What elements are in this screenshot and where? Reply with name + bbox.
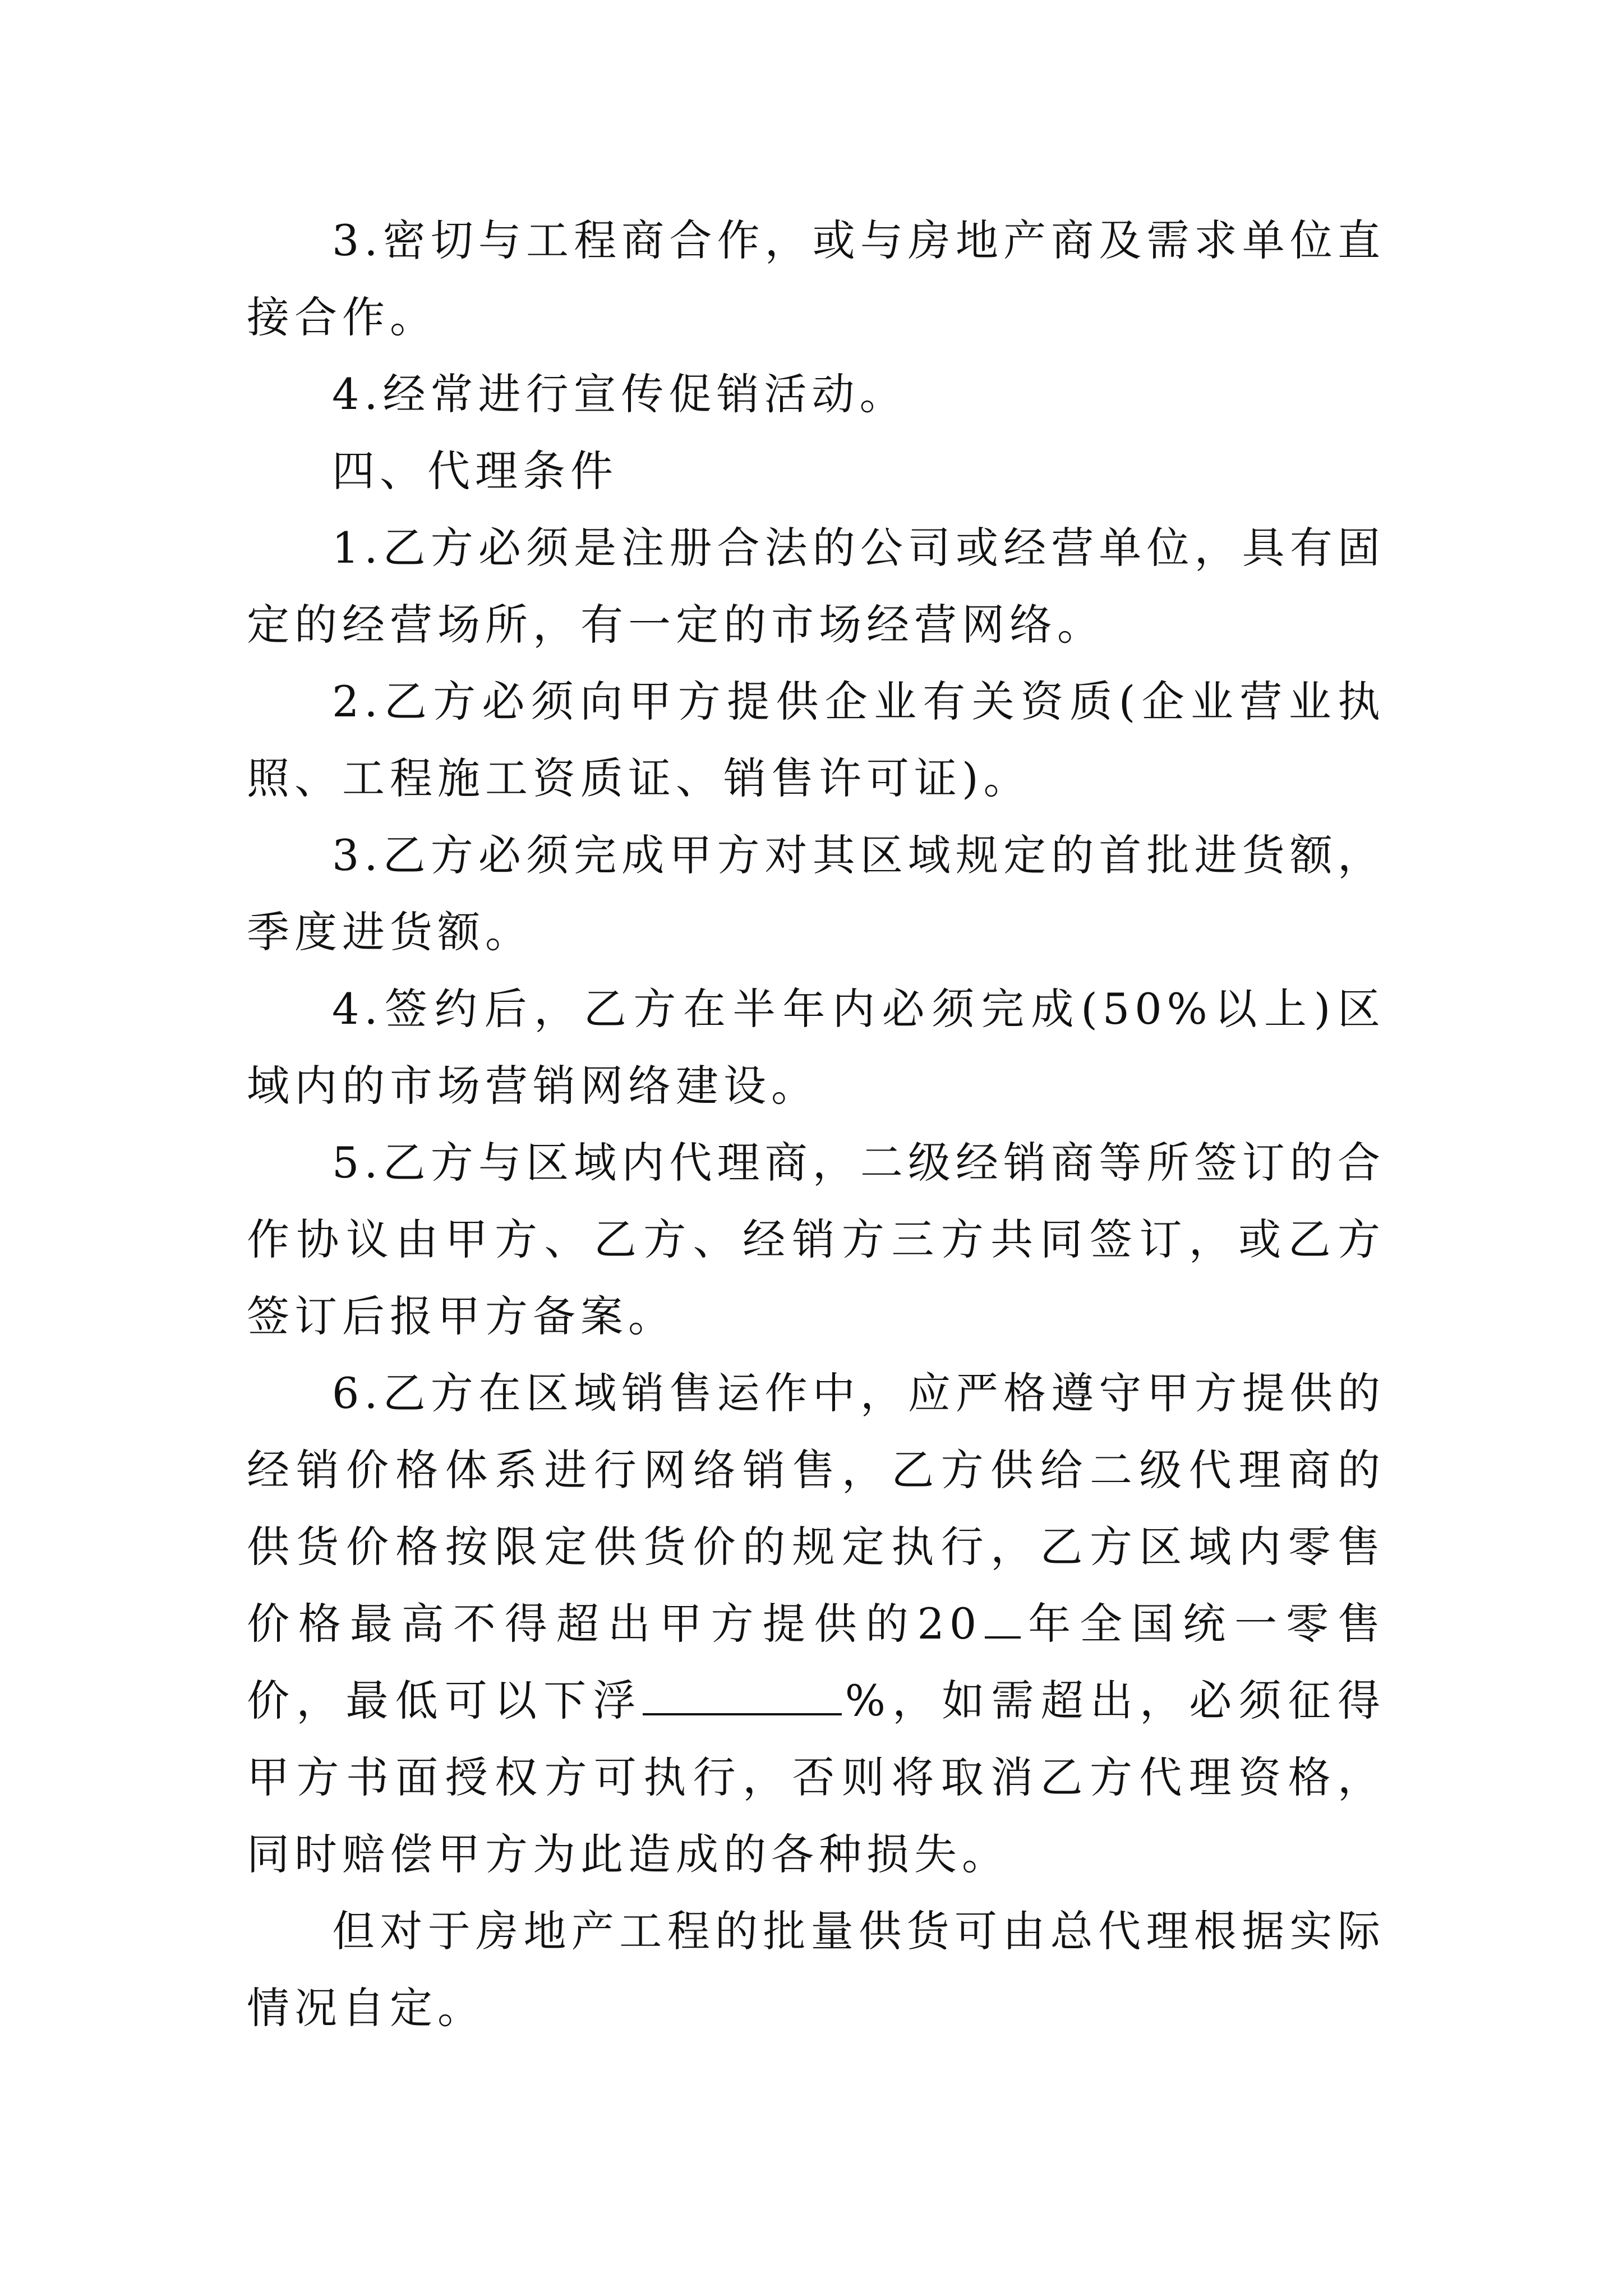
paragraph-2: 4.经常进行宣传促销活动。 xyxy=(332,369,907,419)
percent-blank-line xyxy=(643,1676,842,1715)
pricing-text-part-2: 年全国统一零售价，最低可以下浮 xyxy=(247,1599,1385,1726)
paragraph-8: 5.乙方与区域内代理商，二级经销商等所签订的合作协议由甲方、乙方、经销方三方共同签订，或乙方签订后报甲方备案。 xyxy=(247,1138,1385,1341)
section-heading-agency-conditions: 四、代理条件 xyxy=(332,446,618,496)
paragraph-9-pricing xyxy=(247,1355,1385,1893)
year-blank-line xyxy=(985,1599,1021,1639)
pricing-text-part-1: 6.乙方在区域销售运作中，应严格遵守甲方提供的经销价格体系进行网络销售，乙方供给二级代理商的供货价格按限定供货价的规定执行，乙方区域内零售价格最高不得超出甲方提供的20 xyxy=(247,1368,1385,1649)
paragraph-1: 3.密切与工程商合作，或与房地产商及需求单位直接合作。 xyxy=(247,215,1385,342)
paragraph-6: 3.乙方必须完成甲方对其区域规定的首批进货额，季度进货额。 xyxy=(247,830,1385,957)
paragraph-5: 2.乙方必须向甲方提供企业有关资质(企业营业执照、工程施工资质证、销售许可证)。 xyxy=(247,677,1385,803)
paragraph-7: 4.签约后，乙方在半年内必须完成(50%以上)区域内的市场营销网络建设。 xyxy=(247,984,1385,1111)
pricing-text-part-3: %，如需超出，必须征得甲方书面授权方可执行，否则将取消乙方代理资格，同时赔偿甲方为此造成的各种损失。 xyxy=(247,1676,1386,1879)
paragraph-10: 但对于房地产工程的批量供货可由总代理根据实际情况自定。 xyxy=(247,1906,1385,2033)
paragraph-4: 1.乙方必须是注册合法的公司或经营单位，具有固定的经营场所，有一定的市场经营网络。 xyxy=(247,523,1385,650)
document-page xyxy=(247,202,1385,2046)
